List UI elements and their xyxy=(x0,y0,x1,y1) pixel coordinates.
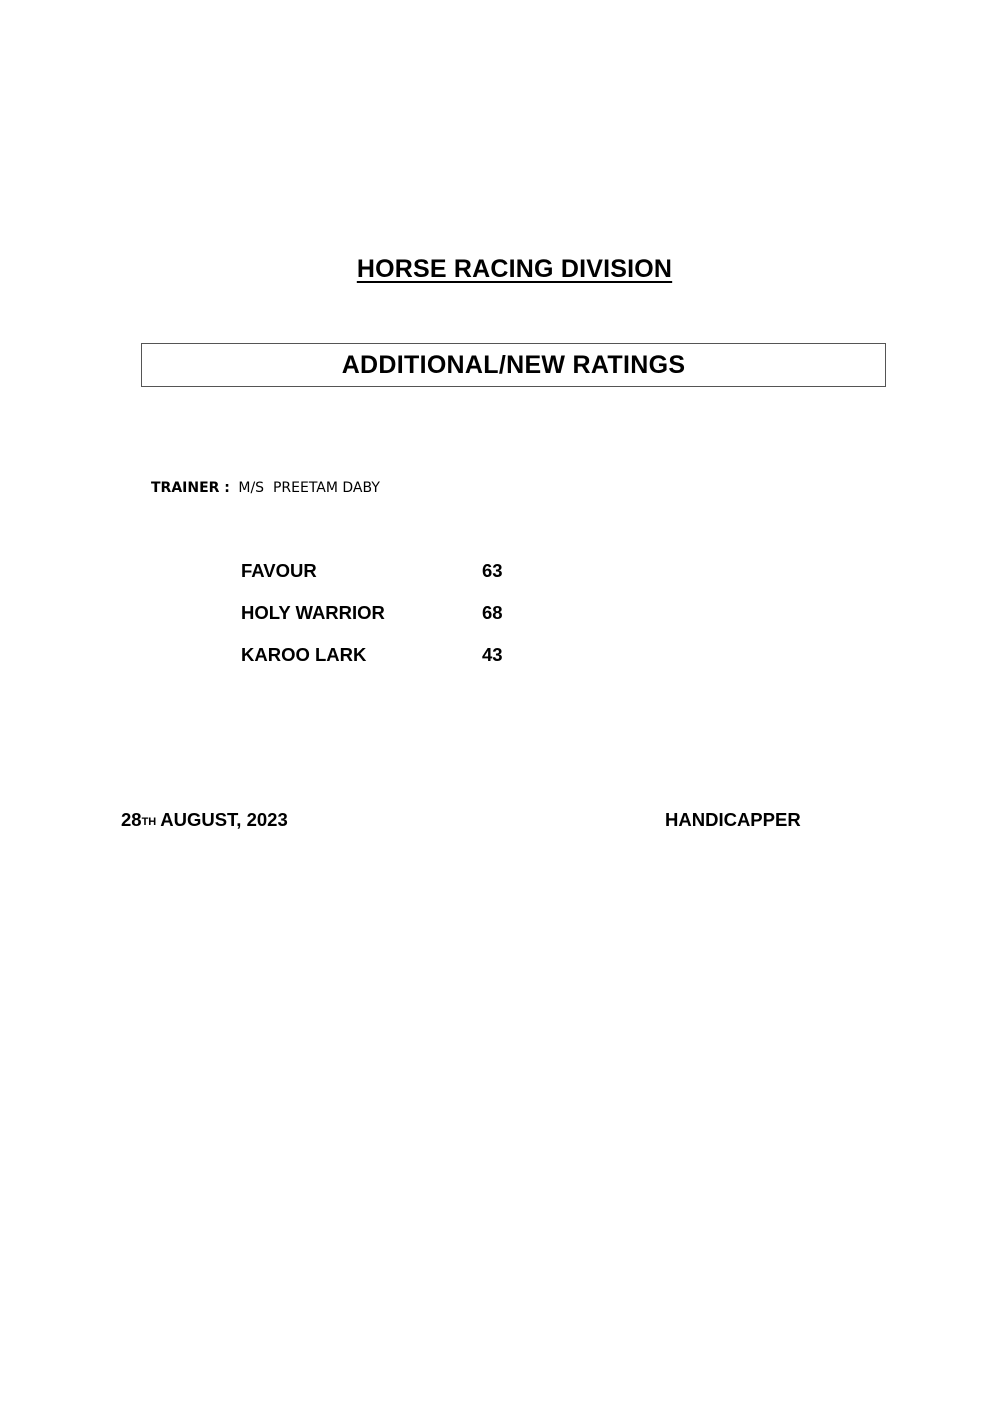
footer-role: HANDICAPPER xyxy=(665,809,801,830)
trainer-line xyxy=(151,480,380,496)
trainer-label: TRAINER : xyxy=(151,480,230,496)
date-ordinal: TH xyxy=(141,816,157,828)
page-title: HORSE RACING DIVISION xyxy=(356,255,673,283)
trainer-name: M/S PREETAM DABY xyxy=(238,480,380,496)
ratings-heading: ADDITIONAL/NEW RATINGS xyxy=(341,350,686,379)
horse-name: FAVOUR xyxy=(241,560,317,581)
date-rest: AUGUST, 2023 xyxy=(160,809,288,830)
horse-name: HOLY WARRIOR xyxy=(241,602,385,623)
horse-rating: 63 xyxy=(482,560,503,581)
date-day: 28 xyxy=(121,809,142,830)
horse-rating: 68 xyxy=(482,602,503,623)
horse-name: KAROO LARK xyxy=(241,644,367,665)
ratings-heading-box xyxy=(141,343,886,387)
footer-date xyxy=(121,809,288,831)
horse-rating: 43 xyxy=(482,644,503,665)
